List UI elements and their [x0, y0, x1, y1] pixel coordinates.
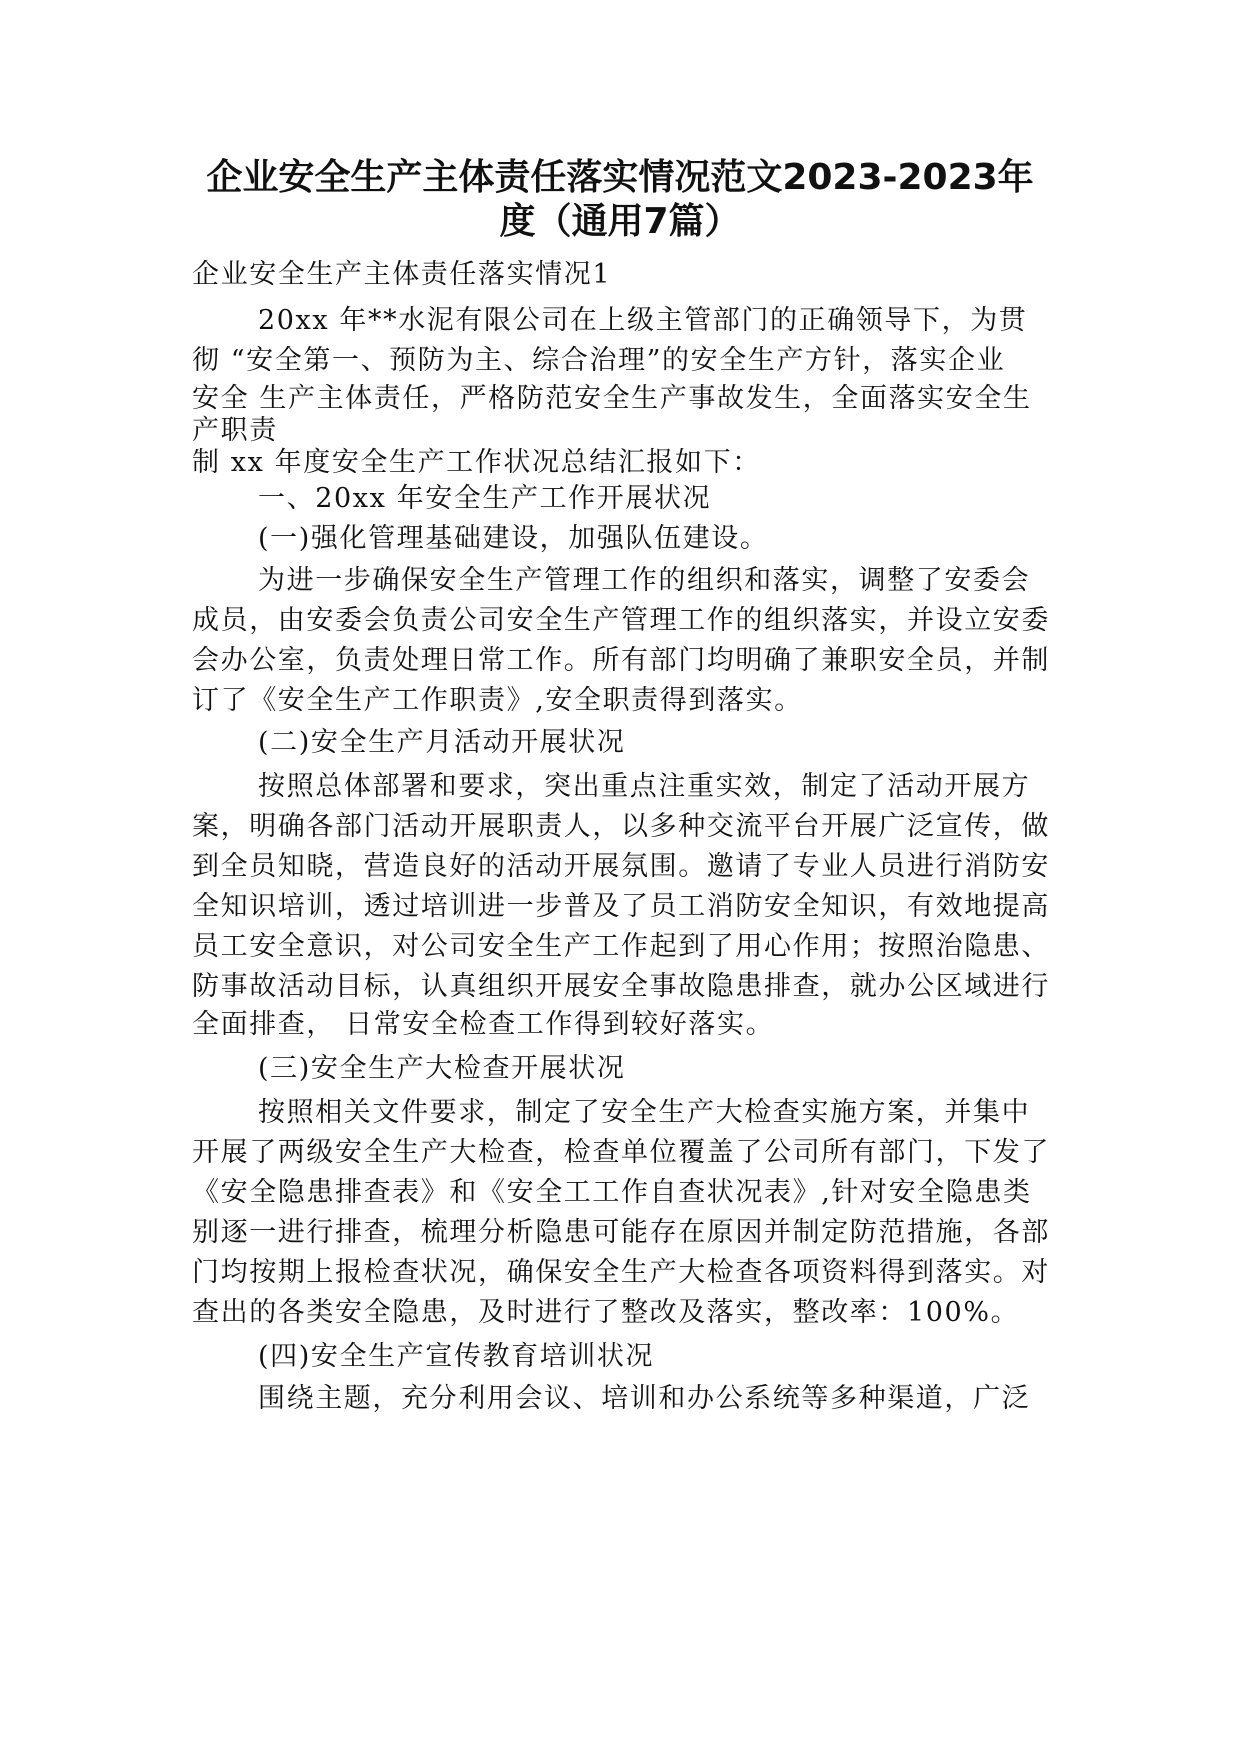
- paragraph-line: 为进一步确保安全生产管理工作的组织和落实，调整了安委会: [258, 565, 1031, 596]
- paragraph-line: 成员，由安委会负责公司安全生产管理工作的组织落实，并设立安委: [192, 605, 1050, 636]
- paragraph-line: 产职责: [192, 415, 278, 446]
- subheading: (四)安全生产宣传教育培训状况: [258, 1341, 655, 1372]
- paragraph-line: 案，明确各部门活动开展职责人，以多种交流平台开展广泛宣传，做: [192, 811, 1050, 842]
- document-title-line2: 度（通用7篇）: [499, 201, 741, 242]
- paragraph-line: 查出的各类安全隐患，及时进行了整改及落实，整改率：100%。: [192, 1297, 1020, 1328]
- paragraph-line: 制 xx 年度安全生产工作状况总结汇报如下：: [192, 447, 761, 478]
- paragraph-line: 安全 生产主体责任，严格防范安全生产事故发生，全面落实安全生: [192, 383, 1032, 414]
- paragraph-line: 彻 “安全第一、预防为主、综合治理”的安全生产方针，落实企业: [192, 345, 1006, 376]
- paragraph-line: 全知识培训，透过培训进一步普及了员工消防安全知识，有效地提高: [192, 891, 1050, 922]
- paragraph-line: 20xx 年**水泥有限公司在上级主管部门的正确领导下，为贯: [258, 305, 1028, 336]
- paragraph-line: 门均按期上报检查状况，确保安全生产大检查各项资料得到落实。对: [192, 1257, 1050, 1288]
- paragraph-line: 会办公室，负责处理日常工作。所有部门均明确了兼职安全员，并制: [192, 645, 1050, 676]
- paragraph-line: 到全员知晓，营造良好的活动开展氛围。邀请了专业人员进行消防安: [192, 851, 1050, 882]
- subheading: (二)安全生产月活动开展状况: [258, 727, 626, 758]
- paragraph-line: 开展了两级安全生产大检查，检查单位覆盖了公司所有部门，下发了: [192, 1137, 1050, 1168]
- paragraph-line: 《安全隐患排查表》和《安全工工作自查状况表》,针对安全隐患类: [192, 1177, 1032, 1208]
- subheading: 一、20xx 年安全生产工作开展状况: [258, 483, 712, 514]
- section-heading-1: 企业安全生产主体责任落实情况1: [192, 259, 612, 290]
- paragraph-line: 订了《安全生产工作职责》,安全职责得到落实。: [192, 685, 803, 716]
- paragraph-line: 员工安全意识，对公司安全生产工作起到了用心作用；按照治隐患、: [192, 931, 1050, 962]
- paragraph-line: 围绕主题，充分利用会议、培训和办公系统等多种渠道，广泛: [258, 1383, 1031, 1414]
- document-title-line1: 企业安全生产主体责任落实情况范文2023-2023年: [206, 157, 1034, 198]
- subheading: (三)安全生产大检查开展状况: [258, 1053, 626, 1084]
- paragraph-line: 全面排查， 日常安全检查工作得到较好落实。: [192, 1009, 775, 1040]
- paragraph-line: 防事故活动目标，认真组织开展安全事故隐患排查，就办公区域进行: [192, 971, 1050, 1002]
- paragraph-line: 按照总体部署和要求，突出重点注重实效，制定了活动开展方: [258, 771, 1031, 802]
- paragraph-line: 按照相关文件要求，制定了安全生产大检查实施方案，并集中: [258, 1097, 1031, 1128]
- paragraph-line: 别逐一进行排查，梳理分析隐患可能存在原因并制定防范措施，各部: [192, 1217, 1050, 1248]
- subheading: (一)强化管理基础建设，加强队伍建设。: [258, 523, 769, 554]
